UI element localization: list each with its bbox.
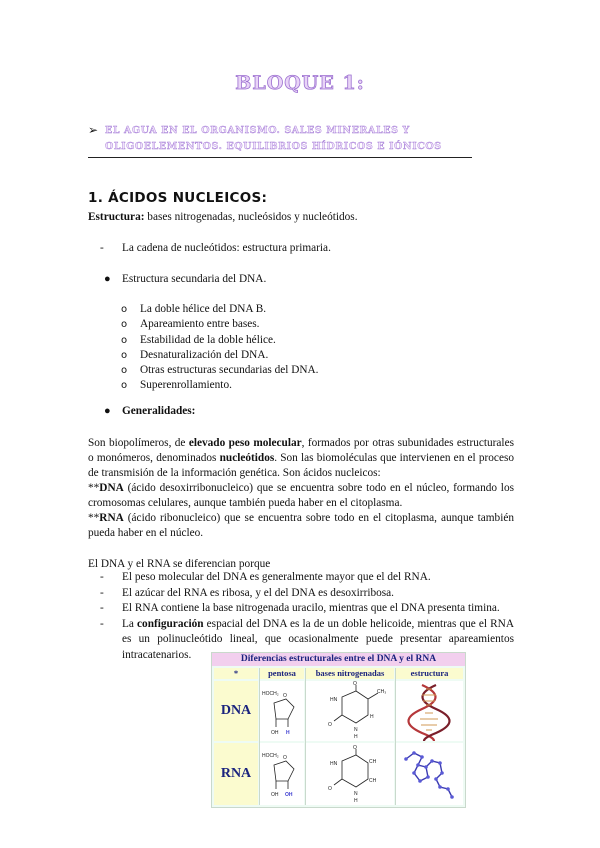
circle-bullet-icon: o	[121, 334, 128, 346]
list-item: o La doble hélice del DNA B.	[121, 302, 319, 317]
subheading-line-1: EL AGUA EN EL ORGANISMO. SALES MINERALES Y	[105, 125, 410, 136]
svg-text:H: H	[370, 714, 374, 720]
paragraph-rna: **RNA (ácido ribonucleico) que se encuentra sobre todo en el citoplasma, aunque también pueda haber en el núcleo.	[88, 512, 514, 539]
section-heading: 1. ÁCIDOS NUCLEICOS:	[88, 190, 268, 206]
bullet-item-generalities: ● Generalidades:	[104, 405, 196, 417]
rna-strand-diagram	[396, 743, 463, 805]
svg-text:HOCH₂: HOCH₂	[262, 691, 279, 697]
structure-label: Estructura:	[88, 211, 145, 223]
list-item: o Superenrollamiento.	[121, 378, 319, 393]
bullet-dot-icon: ●	[104, 405, 111, 417]
differences-intro: El DNA y el RNA se diferencian porque	[88, 558, 271, 570]
circle-bullet-icon: o	[121, 365, 128, 377]
svg-text:OH: OH	[285, 792, 293, 798]
circle-bullet-icon: o	[121, 349, 128, 361]
dash-icon: -	[100, 602, 104, 615]
list-item: - El RNA contiene la base nitrogenada uracilo, mientras que el DNA presenta timina.	[100, 601, 514, 617]
paragraph-dna: **DNA (ácido desoxirribonucleico) que se encuentra sobre todo en el núcleo, formando los cromosomas celulares, aunque también pueda haber en el citoplasma.	[88, 482, 514, 509]
uracil-diagram	[306, 743, 394, 805]
list-item: - La configuración espacial del DNA es la de un doble helicoide, mientras que el RNA es un polinucleótido lineal, que ocasionalmente puede presentar apareamientos intracatenarios.	[100, 617, 514, 661]
svg-text:OH: OH	[271, 730, 279, 736]
svg-text:O: O	[353, 745, 357, 751]
figure-row-dna: DNA	[214, 681, 258, 741]
svg-text:CH: CH	[369, 778, 377, 784]
svg-text:H: H	[354, 734, 358, 740]
dash-icon: -	[100, 242, 104, 254]
dash-list-1	[100, 241, 331, 257]
figure-header-structure: estructura	[396, 668, 463, 679]
circle-bullet-icon: o	[121, 319, 128, 331]
figure-grid-line	[395, 668, 396, 805]
figure-title: Diferencias estructurales entre el DNA y el RNA	[212, 653, 465, 666]
bullet-dot-icon: ●	[104, 273, 111, 285]
figure-header-bases: bases nitrogenadas	[306, 668, 394, 679]
thymine-diagram	[306, 681, 394, 741]
page-title: BLOQUE 1:	[235, 72, 365, 94]
subheading	[88, 123, 472, 158]
list-item: o Otras estructuras secundarias del DNA.	[121, 363, 319, 378]
structure-text: bases nitrogenadas, nucleósidos y nucleótidos.	[144, 211, 358, 223]
figure-row-rna: RNA	[214, 743, 258, 805]
sub-item-list	[121, 302, 319, 394]
deoxyribose-diagram	[260, 681, 304, 741]
bullet-item-secondary-structure: ● Estructura secundaria del DNA.	[104, 273, 267, 285]
list-item: o Desnaturalización del DNA.	[121, 348, 319, 363]
list-item: - El azúcar del RNA es ribosa, y el del DNA es desoxirribosa.	[100, 586, 514, 602]
svg-text:O: O	[353, 681, 357, 687]
dna-rna-figure	[211, 652, 466, 808]
subheading-line-2: OLIGOELEMENTOS. EQUILIBRIOS HÍDRICOS E IÓNICOS	[105, 141, 442, 152]
svg-text:HN: HN	[330, 761, 338, 767]
svg-text:H: H	[354, 798, 358, 804]
svg-text:HOCH₂: HOCH₂	[262, 753, 279, 759]
svg-text:HN: HN	[330, 697, 338, 703]
figure-header-star: *	[214, 668, 258, 679]
list-item: o Estabilidad de la doble hélice.	[121, 333, 319, 348]
double-helix-diagram	[396, 681, 463, 741]
svg-text:CH₃: CH₃	[377, 689, 387, 695]
figure-header-pentose: pentosa	[260, 668, 304, 679]
svg-text:OH: OH	[271, 792, 279, 798]
svg-text:H: H	[286, 730, 290, 736]
paragraph-generalities: Son biopolímeros, de elevado peso molecular, formados por otras subunidades estructurales o monómeros, denominados nucleótidos. Son las biomoléculas que intervienen en el proceso de transmisión de la información genética. Son ácidos nucleicos:	[88, 437, 514, 479]
svg-text:O: O	[328, 722, 332, 728]
svg-text:N: N	[354, 791, 358, 797]
dash-icon: -	[100, 571, 104, 583]
arrow-bullet-icon: ➢	[88, 123, 99, 137]
circle-bullet-icon: o	[121, 380, 128, 392]
svg-text:N: N	[354, 727, 358, 733]
list-item: - El peso molecular del DNA es generalmente mayor que el del RNA.	[100, 570, 514, 586]
svg-text:O: O	[283, 755, 287, 761]
structure-line	[88, 210, 358, 225]
svg-text:CH: CH	[369, 759, 377, 765]
dash-icon: -	[100, 617, 104, 630]
figure-grid-line	[305, 668, 306, 805]
list-item: o Apareamiento entre bases.	[121, 317, 319, 332]
svg-text:O: O	[283, 693, 287, 699]
list-item: - La cadena de nucleótidos: estructura primaria.	[100, 241, 331, 257]
dash-icon: -	[100, 586, 104, 599]
figure-grid-line	[259, 668, 260, 805]
ribose-diagram	[260, 743, 304, 805]
svg-text:O: O	[328, 786, 332, 792]
circle-bullet-icon: o	[121, 304, 128, 315]
differences-list	[100, 570, 514, 664]
